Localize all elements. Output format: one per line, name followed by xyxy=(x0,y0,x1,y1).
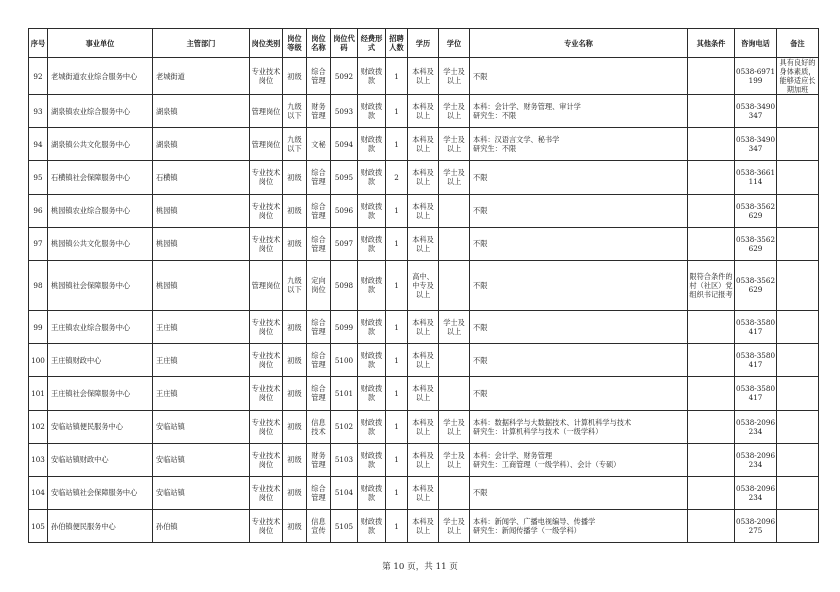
cell-count: 1 xyxy=(386,443,408,476)
cell-note xyxy=(777,95,819,128)
cell-education: 本科及以上 xyxy=(408,310,439,343)
cell-other xyxy=(688,194,735,227)
header-funding: 经费形式 xyxy=(358,29,386,58)
table-row xyxy=(29,377,819,410)
cell-note xyxy=(777,260,819,310)
cell-post-name: 文秘 xyxy=(307,128,331,161)
cell-phone: 0538-3661114 xyxy=(735,161,777,194)
cell-level: 九级以下 xyxy=(283,128,307,161)
cell-other xyxy=(688,95,735,128)
cell-phone: 0538-3580417 xyxy=(735,344,777,377)
cell-post-name: 综合管理 xyxy=(307,377,331,410)
cell-count: 1 xyxy=(386,476,408,509)
cell-note xyxy=(777,443,819,476)
cell-post-code: 5097 xyxy=(331,227,358,260)
cell-seq: 96 xyxy=(29,194,48,227)
cell-seq: 97 xyxy=(29,227,48,260)
header-major: 专业名称 xyxy=(470,29,688,58)
cell-dept: 石横镇 xyxy=(153,161,250,194)
cell-education: 本科及以上 xyxy=(408,377,439,410)
cell-degree: 学士及以上 xyxy=(439,443,470,476)
cell-category: 专业技术岗位 xyxy=(250,310,283,343)
table-row xyxy=(29,194,819,227)
cell-other xyxy=(688,476,735,509)
cell-phone: 0538-6971199 xyxy=(735,58,777,95)
cell-phone: 0538-3562629 xyxy=(735,260,777,310)
cell-major: 不限 xyxy=(470,476,688,509)
cell-count: 1 xyxy=(386,227,408,260)
table-row xyxy=(29,443,819,476)
cell-dept: 安临站镇 xyxy=(153,410,250,443)
cell-dept: 安临站镇 xyxy=(153,443,250,476)
cell-count: 2 xyxy=(386,161,408,194)
cell-major: 不限 xyxy=(470,194,688,227)
cell-note xyxy=(777,377,819,410)
cell-major: 本科：新闻学、广播电视编导、传播学 研究生：新闻传播学（一级学科） xyxy=(470,510,688,543)
cell-level: 初级 xyxy=(283,476,307,509)
cell-major: 不限 xyxy=(470,260,688,310)
table-body xyxy=(29,58,819,543)
cell-note xyxy=(777,310,819,343)
header-post-code: 岗位代码 xyxy=(331,29,358,58)
cell-degree xyxy=(439,344,470,377)
cell-unit: 王庄镇财政中心 xyxy=(48,344,153,377)
table-row xyxy=(29,161,819,194)
cell-funding: 财政拨款 xyxy=(358,443,386,476)
cell-unit: 湖泉镇农业综合服务中心 xyxy=(48,95,153,128)
cell-funding: 财政拨款 xyxy=(358,377,386,410)
cell-funding: 财政拨款 xyxy=(358,95,386,128)
header-category: 岗位类别 xyxy=(250,29,283,58)
table-row xyxy=(29,95,819,128)
cell-other xyxy=(688,410,735,443)
cell-seq: 94 xyxy=(29,128,48,161)
cell-category: 专业技术岗位 xyxy=(250,410,283,443)
cell-post-code: 5093 xyxy=(331,95,358,128)
cell-category: 专业技术岗位 xyxy=(250,510,283,543)
cell-note xyxy=(777,128,819,161)
cell-post-name: 综合管理 xyxy=(307,161,331,194)
cell-phone: 0538-3580417 xyxy=(735,377,777,410)
cell-post-name: 定向岗位 xyxy=(307,260,331,310)
cell-unit: 桃园镇公共文化服务中心 xyxy=(48,227,153,260)
cell-post-code: 5100 xyxy=(331,344,358,377)
table-row xyxy=(29,227,819,260)
cell-dept: 孙伯镇 xyxy=(153,510,250,543)
cell-unit: 王庄镇农业综合服务中心 xyxy=(48,310,153,343)
header-unit: 事业单位 xyxy=(48,29,153,58)
cell-degree: 学士及以上 xyxy=(439,310,470,343)
cell-post-name: 财务管理 xyxy=(307,95,331,128)
cell-phone: 0538-2096234 xyxy=(735,410,777,443)
cell-seq: 93 xyxy=(29,95,48,128)
cell-degree xyxy=(439,227,470,260)
cell-post-code: 5103 xyxy=(331,443,358,476)
cell-other: 限符合条件的村（社区）党组织书记报考 xyxy=(688,260,735,310)
cell-education: 本科及以上 xyxy=(408,194,439,227)
cell-other xyxy=(688,510,735,543)
table-header-row xyxy=(29,29,819,58)
cell-dept: 桃园镇 xyxy=(153,227,250,260)
cell-category: 专业技术岗位 xyxy=(250,227,283,260)
cell-unit: 孙伯镇便民服务中心 xyxy=(48,510,153,543)
cell-level: 初级 xyxy=(283,443,307,476)
cell-note xyxy=(777,410,819,443)
cell-degree xyxy=(439,476,470,509)
cell-degree: 学士及以上 xyxy=(439,161,470,194)
cell-note xyxy=(777,476,819,509)
cell-phone: 0538-3580417 xyxy=(735,310,777,343)
cell-seq: 101 xyxy=(29,377,48,410)
cell-seq: 102 xyxy=(29,410,48,443)
page-footer: 第 10 页，共 11 页 xyxy=(382,562,458,572)
table-row xyxy=(29,310,819,343)
cell-major: 不限 xyxy=(470,227,688,260)
cell-unit: 安临站镇财政中心 xyxy=(48,443,153,476)
cell-category: 专业技术岗位 xyxy=(250,344,283,377)
cell-post-code: 5094 xyxy=(331,128,358,161)
cell-level: 九级以下 xyxy=(283,260,307,310)
cell-level: 初级 xyxy=(283,161,307,194)
cell-phone: 0538-3562629 xyxy=(735,227,777,260)
cell-note xyxy=(777,161,819,194)
cell-unit: 湖泉镇公共文化服务中心 xyxy=(48,128,153,161)
cell-post-name: 综合管理 xyxy=(307,310,331,343)
cell-post-name: 综合管理 xyxy=(307,476,331,509)
cell-count: 1 xyxy=(386,128,408,161)
cell-count: 1 xyxy=(386,194,408,227)
cell-seq: 104 xyxy=(29,476,48,509)
cell-degree: 学士及以上 xyxy=(439,128,470,161)
cell-category: 管理岗位 xyxy=(250,95,283,128)
cell-major: 不限 xyxy=(470,344,688,377)
cell-category: 专业技术岗位 xyxy=(250,377,283,410)
cell-major: 不限 xyxy=(470,310,688,343)
table-row xyxy=(29,58,819,95)
cell-post-code: 5096 xyxy=(331,194,358,227)
cell-dept: 王庄镇 xyxy=(153,310,250,343)
cell-education: 本科及以上 xyxy=(408,95,439,128)
cell-education: 高中、中专及以上 xyxy=(408,260,439,310)
cell-funding: 财政拨款 xyxy=(358,227,386,260)
cell-note: 具有良好的身体素质，能够适应长期加班 xyxy=(777,58,819,95)
cell-unit: 桃园镇农业综合服务中心 xyxy=(48,194,153,227)
cell-post-code: 5105 xyxy=(331,510,358,543)
cell-post-name: 信息技术 xyxy=(307,410,331,443)
cell-seq: 100 xyxy=(29,344,48,377)
cell-education: 本科及以上 xyxy=(408,344,439,377)
table-row xyxy=(29,410,819,443)
header-other: 其他条件 xyxy=(688,29,735,58)
cell-other xyxy=(688,443,735,476)
cell-degree xyxy=(439,194,470,227)
cell-major: 不限 xyxy=(470,377,688,410)
cell-unit: 安临站镇便民服务中心 xyxy=(48,410,153,443)
cell-phone: 0538-3490347 xyxy=(735,128,777,161)
cell-post-name: 信息宣传 xyxy=(307,510,331,543)
cell-phone: 0538-3562629 xyxy=(735,194,777,227)
cell-funding: 财政拨款 xyxy=(358,344,386,377)
cell-degree xyxy=(439,377,470,410)
cell-funding: 财政拨款 xyxy=(358,161,386,194)
cell-level: 初级 xyxy=(283,344,307,377)
cell-funding: 财政拨款 xyxy=(358,128,386,161)
cell-other xyxy=(688,377,735,410)
table-row xyxy=(29,260,819,310)
cell-dept: 老城街道 xyxy=(153,58,250,95)
cell-level: 初级 xyxy=(283,227,307,260)
cell-seq: 95 xyxy=(29,161,48,194)
cell-major: 本科：会计学、财务管理、审计学 研究生：不限 xyxy=(470,95,688,128)
table-row xyxy=(29,128,819,161)
cell-count: 1 xyxy=(386,58,408,95)
cell-education: 本科及以上 xyxy=(408,510,439,543)
cell-dept: 湖泉镇 xyxy=(153,95,250,128)
cell-category: 专业技术岗位 xyxy=(250,194,283,227)
cell-major: 不限 xyxy=(470,58,688,95)
cell-level: 九级以下 xyxy=(283,95,307,128)
cell-level: 初级 xyxy=(283,58,307,95)
cell-unit: 桃园镇社会保障服务中心 xyxy=(48,260,153,310)
cell-level: 初级 xyxy=(283,194,307,227)
cell-other xyxy=(688,227,735,260)
cell-education: 本科及以上 xyxy=(408,128,439,161)
cell-other xyxy=(688,58,735,95)
cell-degree: 学士及以上 xyxy=(439,95,470,128)
cell-education: 本科及以上 xyxy=(408,161,439,194)
cell-other xyxy=(688,128,735,161)
job-table xyxy=(28,28,819,543)
header-education: 学历 xyxy=(408,29,439,58)
cell-seq: 92 xyxy=(29,58,48,95)
cell-note xyxy=(777,194,819,227)
cell-education: 本科及以上 xyxy=(408,443,439,476)
cell-unit: 石横镇社会保障服务中心 xyxy=(48,161,153,194)
cell-unit: 老城街道农业综合服务中心 xyxy=(48,58,153,95)
cell-post-name: 综合管理 xyxy=(307,194,331,227)
cell-post-name: 综合管理 xyxy=(307,227,331,260)
header-count: 招聘人数 xyxy=(386,29,408,58)
cell-category: 专业技术岗位 xyxy=(250,58,283,95)
cell-major: 本科：数据科学与大数据技术、计算机科学与技术 研究生：计算机科学与技术（一级学科） xyxy=(470,410,688,443)
cell-funding: 财政拨款 xyxy=(358,260,386,310)
cell-funding: 财政拨款 xyxy=(358,58,386,95)
cell-count: 1 xyxy=(386,95,408,128)
cell-level: 初级 xyxy=(283,377,307,410)
table-row xyxy=(29,344,819,377)
cell-post-name: 财务管理 xyxy=(307,443,331,476)
cell-funding: 财政拨款 xyxy=(358,310,386,343)
cell-seq: 103 xyxy=(29,443,48,476)
cell-level: 初级 xyxy=(283,310,307,343)
cell-degree xyxy=(439,260,470,310)
cell-post-name: 综合管理 xyxy=(307,344,331,377)
cell-note xyxy=(777,227,819,260)
cell-education: 本科及以上 xyxy=(408,476,439,509)
cell-count: 1 xyxy=(386,377,408,410)
cell-post-code: 5092 xyxy=(331,58,358,95)
header-level: 岗位等级 xyxy=(283,29,307,58)
cell-degree: 学士及以上 xyxy=(439,58,470,95)
cell-major: 本科：会计学、财务管理 研究生：工商管理（一级学科）、会计（专硕） xyxy=(470,443,688,476)
cell-funding: 财政拨款 xyxy=(358,476,386,509)
table-row xyxy=(29,510,819,543)
cell-post-name: 综合管理 xyxy=(307,58,331,95)
cell-count: 1 xyxy=(386,344,408,377)
cell-dept: 湖泉镇 xyxy=(153,128,250,161)
cell-phone: 0538-2096234 xyxy=(735,443,777,476)
cell-degree: 学士及以上 xyxy=(439,410,470,443)
cell-phone: 0538-2096275 xyxy=(735,510,777,543)
cell-education: 本科及以上 xyxy=(408,227,439,260)
header-post-name: 岗位名称 xyxy=(307,29,331,58)
cell-category: 专业技术岗位 xyxy=(250,161,283,194)
cell-education: 本科及以上 xyxy=(408,410,439,443)
cell-seq: 98 xyxy=(29,260,48,310)
cell-post-code: 5101 xyxy=(331,377,358,410)
cell-funding: 财政拨款 xyxy=(358,510,386,543)
header-note: 备注 xyxy=(777,29,819,58)
cell-major: 不限 xyxy=(470,161,688,194)
cell-note xyxy=(777,510,819,543)
cell-dept: 安临站镇 xyxy=(153,476,250,509)
cell-level: 初级 xyxy=(283,410,307,443)
header-phone: 咨询电话 xyxy=(735,29,777,58)
cell-major: 本科：汉语言文学、秘书学 研究生：不限 xyxy=(470,128,688,161)
cell-post-code: 5098 xyxy=(331,260,358,310)
cell-education: 本科及以上 xyxy=(408,58,439,95)
cell-note xyxy=(777,344,819,377)
cell-other xyxy=(688,310,735,343)
document-sheet xyxy=(28,28,818,543)
cell-seq: 99 xyxy=(29,310,48,343)
cell-funding: 财政拨款 xyxy=(358,410,386,443)
cell-post-code: 5104 xyxy=(331,476,358,509)
cell-post-code: 5102 xyxy=(331,410,358,443)
cell-count: 1 xyxy=(386,510,408,543)
cell-other xyxy=(688,344,735,377)
cell-count: 1 xyxy=(386,260,408,310)
header-degree: 学位 xyxy=(439,29,470,58)
cell-dept: 王庄镇 xyxy=(153,377,250,410)
cell-category: 管理岗位 xyxy=(250,128,283,161)
cell-unit: 安临站镇社会保障服务中心 xyxy=(48,476,153,509)
cell-seq: 105 xyxy=(29,510,48,543)
cell-phone: 0538-2096234 xyxy=(735,476,777,509)
cell-dept: 桃园镇 xyxy=(153,194,250,227)
header-dept: 主管部门 xyxy=(153,29,250,58)
cell-unit: 王庄镇社会保障服务中心 xyxy=(48,377,153,410)
cell-category: 专业技术岗位 xyxy=(250,476,283,509)
cell-category: 专业技术岗位 xyxy=(250,443,283,476)
cell-dept: 桃园镇 xyxy=(153,260,250,310)
cell-phone: 0538-3490347 xyxy=(735,95,777,128)
cell-degree: 学士及以上 xyxy=(439,510,470,543)
cell-count: 1 xyxy=(386,310,408,343)
cell-category: 管理岗位 xyxy=(250,260,283,310)
table-row xyxy=(29,476,819,509)
cell-dept: 王庄镇 xyxy=(153,344,250,377)
cell-post-code: 5099 xyxy=(331,310,358,343)
cell-count: 1 xyxy=(386,410,408,443)
cell-other xyxy=(688,161,735,194)
cell-funding: 财政拨款 xyxy=(358,194,386,227)
cell-level: 初级 xyxy=(283,510,307,543)
header-seq: 序号 xyxy=(29,29,48,58)
cell-post-code: 5095 xyxy=(331,161,358,194)
